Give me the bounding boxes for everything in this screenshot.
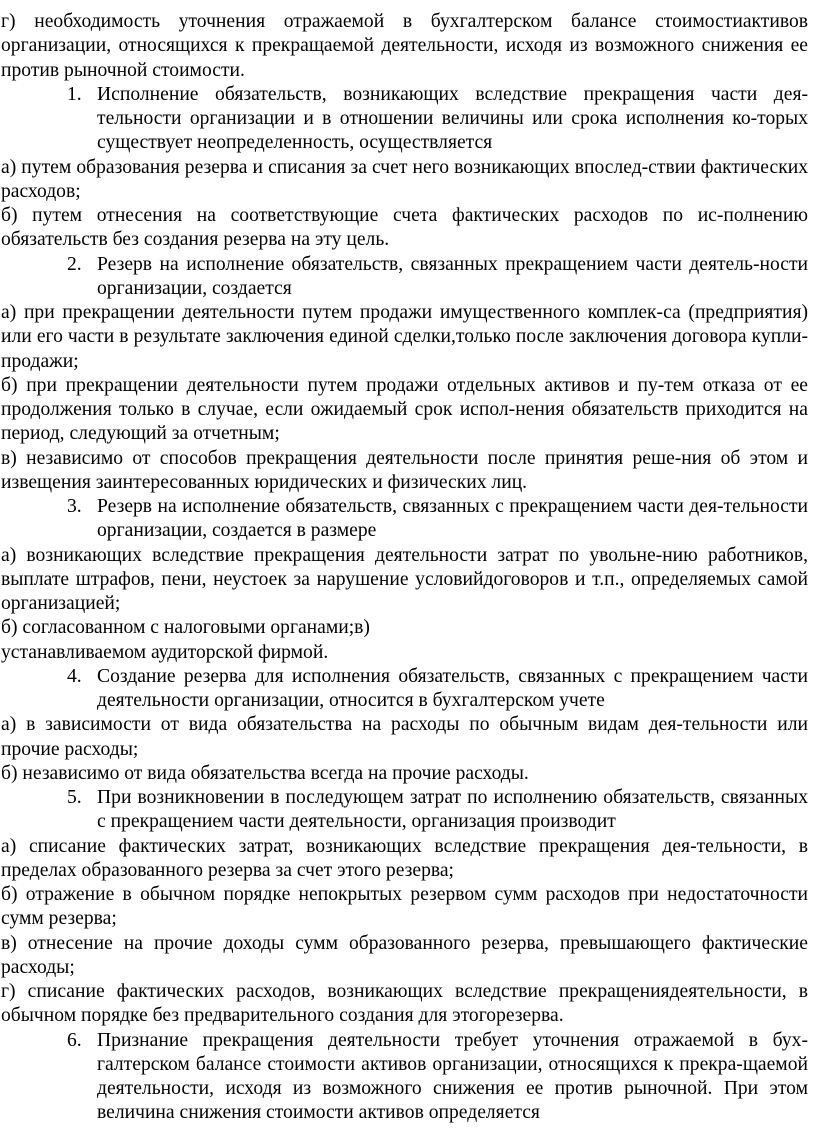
question-text: Создание резерва для исполнения обязательств, связанных с прекращением части деятельности организации, относится в бухгалтерском учете — [97, 665, 808, 711]
question-4 — [1, 665, 808, 714]
question-text: Исполнение обязательств, возникающих вследствие прекращения части дея-тельности организации и в отношении величины или срока исполнения ко-торых существует неопределенность, осуществляется — [97, 83, 808, 154]
question-2 — [1, 253, 808, 302]
question-number: 6. — [67, 1029, 82, 1051]
question-number: 4. — [67, 665, 82, 687]
answer-option-a: а) в зависимости от вида обязательства на расходы по обычным видам дея-тельности или прочие расходы; — [1, 714, 808, 760]
answer-option-a: а) возникающих вследствие прекращения деятельности затрат по увольне-нию работников, выплате штрафов, пени, неустоек за нарушение условийдоговоров и т.п., определяемых самой организацией; — [1, 544, 808, 614]
answer-option-a: а) путем образования резерва и списания за счет него возникающих впослед-ствии фактических расходов; — [1, 156, 808, 202]
question-text: Резерв на исполнение обязательств, связанных прекращением части деятель-ности организации, создается — [97, 253, 808, 299]
answer-option-v: в) отнесение на прочие доходы сумм образованного резерва, превышающего фактические расходы; — [1, 932, 808, 978]
answer-option-b: б) согласованном с налоговыми органами;в) — [1, 617, 370, 639]
question-number: 1. — [67, 83, 82, 105]
answer-option-b: б) путем отнесения на соответствующие счета фактических расходов по ис-полнению обязательств без создания резерва на эту цель. — [1, 205, 808, 251]
question-text: Резерв на исполнение обязательств, связанных с прекращением части дея-тельности организации, создается в размере — [97, 496, 808, 542]
answer-option-g: г) необходимость уточнения отражаемой в бухгалтерском балансе стоимостиактивов организации, относящихся к прекращаемой деятельности, исходя из возможного снижения ее против рыночной стоимости. — [1, 11, 808, 81]
answer-option-a: а) списание фактических затрат, возникающих вследствие прекращения дея-тельности, в пределах образованного резерва за счет этого резерва; — [1, 835, 808, 881]
question-number: 3. — [67, 496, 82, 517]
answer-option-b: б) отражение в обычном порядке непокрытых резервом сумм расходов при недостаточности сумм резерва; — [1, 884, 808, 930]
question-number: 2. — [67, 253, 82, 275]
question-1 — [1, 83, 808, 156]
answer-option-g: г) списание фактических расходов, возникающих вследствие прекращениядеятельности, в обычном порядке без предварительного создания для этогорезерва. — [1, 981, 808, 1027]
answer-option-v: устанавливаемом аудиторской фирмой. — [1, 641, 329, 663]
question-text: При возникновении в последующем затрат по исполнению обязательств, связанных с прекращением части деятельности, организация производит — [97, 787, 808, 833]
answer-option-b: б) независимо от вида обязательства всегда на прочие расходы. — [1, 762, 529, 784]
question-6 — [1, 1029, 808, 1126]
answer-option-b: б) при прекращении деятельности путем продажи отдельных активов и пу-тем отказа от ее продолжения только в случае, если ожидаемый срок испол-нения обязательств приходится на период, следующий за отчетным; — [1, 374, 808, 445]
question-5 — [1, 786, 808, 835]
answer-option-v: в) независимо от способов прекращения деятельности после принятия реше-ния об этом и извещения заинтересованных юридических и физических лиц. — [1, 447, 808, 493]
question-number: 5. — [67, 787, 82, 808]
answer-option-a: а) при прекращении деятельности путем продажи имущественного комплек-са (предприятия) или его части в результате заключения единой сделки,только после заключения договора купли-продажи; — [1, 302, 808, 372]
question-3 — [1, 495, 808, 544]
question-text: Признание прекращения деятельности требует уточнения отражаемой в бух-галтерском балансе стоимости активов организации, относящихся к прекра-щаемой деятельности, исходя из возможного снижения ее против рыночной. При этом величина снижения стоимости активов определяется — [97, 1029, 808, 1124]
